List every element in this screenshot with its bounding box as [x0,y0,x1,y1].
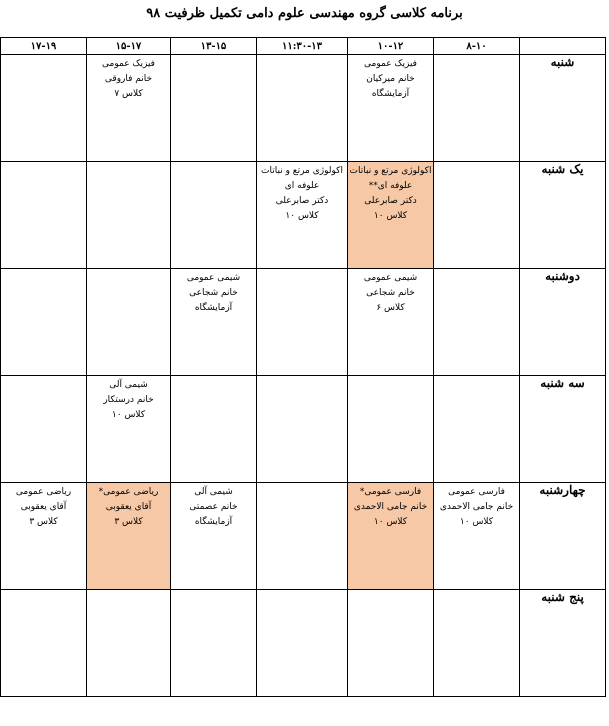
class-cell [87,483,171,590]
course-detail: خانم درستکار [103,395,154,405]
day-label: پنج شنبه [520,590,606,697]
empty-cell [434,55,520,162]
corner-cell [520,38,606,55]
empty-cell [171,55,257,162]
day-row [1,376,606,483]
course-name: فیزیک عمومی [364,59,417,69]
time-slot-header: ۸-۱۰ [434,38,520,55]
course-name: شیمی عمومی [363,273,418,283]
course-detail: آقای یعقوبی [20,502,67,512]
class-cell [348,483,434,590]
class-cell [87,55,171,162]
day-row [1,483,606,590]
day-row [1,55,606,162]
empty-cell [1,376,87,483]
schedule-table [0,37,606,697]
day-label: یک شنبه [520,162,606,269]
empty-cell [171,376,257,483]
course-name: ریاضی عمومی [15,487,72,497]
day-row [1,269,606,376]
course-detail: دکتر صابرعلی [364,196,417,206]
class-cell [257,162,348,269]
empty-cell [348,590,434,697]
empty-cell [1,590,87,697]
course-detail: آزمایشگاه [194,517,233,527]
empty-cell [257,55,348,162]
day-row [1,162,606,269]
course-detail: خانم شجاعی [189,288,238,298]
time-slot-header: ۱۳-۱۵ [171,38,257,55]
course-detail: کلاس ۳ [29,517,58,527]
course-detail: خانم عصمتی [189,502,238,512]
empty-cell [1,269,87,376]
empty-cell [87,590,171,697]
course-detail: علوفه ای [284,181,320,191]
course-detail: کلاس ۳ [114,517,143,527]
course-name: شیمی عمومی [186,273,241,283]
course-detail: علوفه ای** [368,181,413,191]
course-detail: کلاس ۷ [114,89,143,99]
day-label: شنبه [520,55,606,162]
course-detail: خانم میرکیان [366,74,415,84]
empty-cell [257,590,348,697]
empty-cell [1,162,87,269]
course-detail: خانم شجاعی [366,288,415,298]
course-name: شیمی آلی [194,487,233,497]
course-detail: کلاس ۱۰ [373,517,408,527]
empty-cell [257,376,348,483]
course-detail: آزمایشگاه [194,303,233,313]
course-detail: کلاس ۱۰ [459,517,494,527]
empty-cell [434,269,520,376]
class-cell [171,483,257,590]
course-detail: خانم جامی الاحمدی [439,502,514,512]
course-detail: کلاس ۱۰ [373,211,408,221]
time-slot-header: ۱۱:۳۰-۱۳ [257,38,348,55]
course-detail: خانم فاروقی [104,74,153,84]
class-cell [434,483,520,590]
course-name: شیمی آلی [109,380,148,390]
course-detail: کلاس ۱۰ [111,410,146,420]
course-detail: دکتر صابرعلی [275,196,329,206]
course-detail: کلاس ۱۰ [285,211,319,221]
empty-cell [1,55,87,162]
course-detail: آزمایشگاه [371,89,410,99]
class-cell [171,269,257,376]
class-cell [348,162,434,269]
class-cell [348,269,434,376]
time-slot-header: ۱۵-۱۷ [87,38,171,55]
time-slot-header: ۱۰-۱۲ [348,38,434,55]
empty-cell [434,376,520,483]
empty-cell [171,162,257,269]
class-cell [1,483,87,590]
time-slot-header: ۱۷-۱۹ [1,38,87,55]
day-label: سه شنبه [520,376,606,483]
empty-cell [171,590,257,697]
course-name: اکولوژی مرتع و نباتات [261,166,343,176]
course-name: فارسی عمومی* [359,487,422,497]
day-row [1,590,606,697]
empty-cell [87,162,171,269]
day-label: چهارشنبه [520,483,606,590]
course-name: فارسی عمومی [448,487,505,497]
course-name: اکولوژی مرتع و نباتات [349,166,432,176]
page-title: برنامه کلاسی گروه مهندسی علوم دامی تکمیل ظرفیت ۹۸ [146,6,463,21]
empty-cell [348,376,434,483]
course-detail: کلاس ۶ [376,303,405,313]
empty-cell [257,483,348,590]
empty-cell [434,162,520,269]
empty-cell [87,269,171,376]
course-name: ریاضی عمومی* [98,487,159,497]
course-name: فیزیک عمومی [102,59,155,69]
day-label: دوشنبه [520,269,606,376]
empty-cell [434,590,520,697]
course-detail: خانم جامی الاحمدی [353,502,428,512]
empty-cell [257,269,348,376]
course-detail: آقای یعقوبی [105,502,152,512]
header-row [1,38,606,55]
class-cell [87,376,171,483]
class-cell [348,55,434,162]
